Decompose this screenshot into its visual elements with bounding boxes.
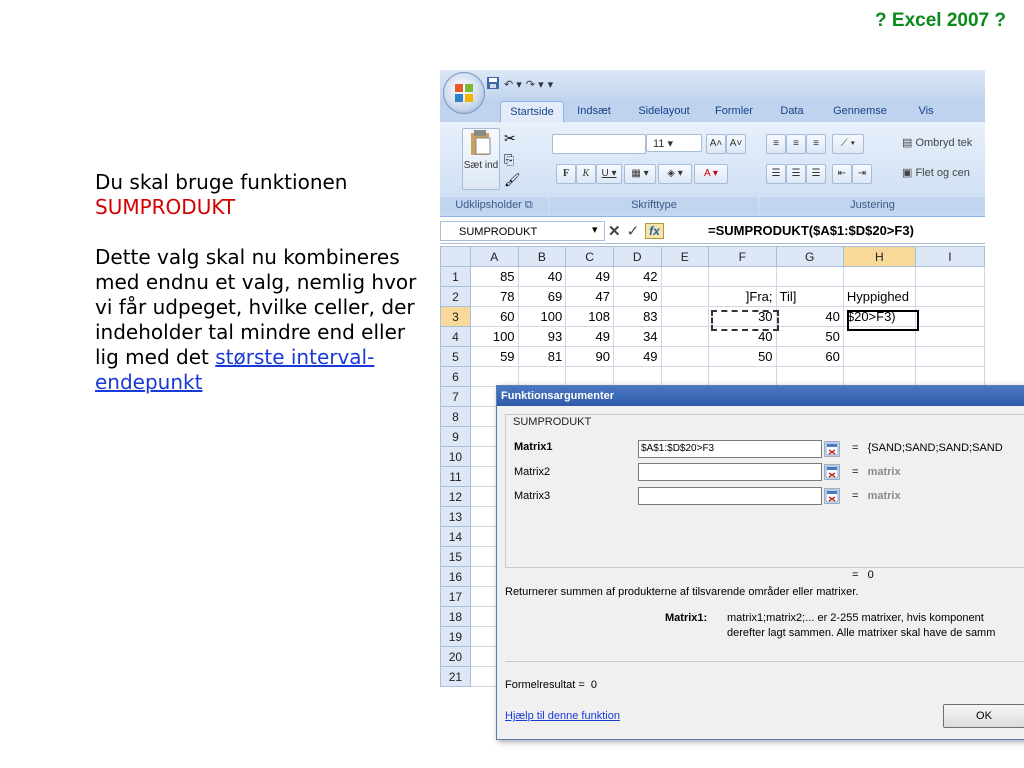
tab-formler[interactable]: Formler <box>715 105 753 117</box>
align-top-button[interactable]: ≡ <box>766 134 786 154</box>
ribbon <box>440 122 985 217</box>
row-header[interactable]: 11 <box>441 467 471 487</box>
cell-a3[interactable]: 60 <box>470 307 518 327</box>
cell-d5[interactable]: 49 <box>613 347 661 367</box>
arguments-group-label: SUMPRODUKT <box>513 416 592 428</box>
copy-icon[interactable]: ⎘ <box>504 152 515 167</box>
matrix2-result-value: matrix <box>867 466 901 478</box>
format-painter-icon[interactable]: 🖌 <box>504 172 521 187</box>
table-row <box>441 367 985 387</box>
cell-a5[interactable]: 59 <box>470 347 518 367</box>
matrix2-result: = matrix <box>852 466 901 478</box>
matrix1-collapse-icon[interactable] <box>824 441 840 457</box>
row-header[interactable]: 12 <box>441 487 471 507</box>
arg-help-label: Matrix1: <box>665 612 708 624</box>
cell-e3[interactable] <box>661 307 709 327</box>
office-logo-icon <box>455 84 473 102</box>
matrix1-result: = {SAND;SAND;SAND;SAND <box>852 442 1003 454</box>
cell-f5[interactable]: 50 <box>709 347 776 367</box>
fill-color-button[interactable]: ◈ ▾ <box>658 164 692 184</box>
slide-body <box>95 170 425 420</box>
clipboard-group-text: Udklipsholder <box>455 199 522 211</box>
grow-font-button[interactable]: A˄ <box>706 134 726 154</box>
column-header-d[interactable]: D <box>613 247 661 267</box>
italic-button[interactable]: K <box>576 164 596 184</box>
cell-b6[interactable] <box>518 367 566 387</box>
decrease-indent-button[interactable]: ⇤ <box>832 164 852 184</box>
paste-button[interactable] <box>462 128 500 190</box>
row-header[interactable]: 6 <box>441 367 471 387</box>
row-header[interactable]: 14 <box>441 527 471 547</box>
function-description: Returnerer summen af produkterne af tilsvarende områder eller matrixer. <box>505 586 859 598</box>
cell-a4[interactable]: 100 <box>470 327 518 347</box>
cell-a6[interactable] <box>470 367 518 387</box>
row-header[interactable]: 2 <box>441 287 471 307</box>
cell-h2[interactable]: Hyppighed <box>843 287 915 307</box>
align-left-button[interactable]: ☰ <box>766 164 786 184</box>
cell-i2[interactable] <box>915 287 984 307</box>
enter-icon[interactable]: ✓ <box>626 223 640 240</box>
cut-icon[interactable]: ✂ <box>504 130 516 146</box>
row-header[interactable]: 13 <box>441 507 471 527</box>
cell-g5[interactable]: 60 <box>776 347 843 367</box>
matrix3-result-value: matrix <box>867 490 901 502</box>
shrink-font-button[interactable]: A˅ <box>726 134 746 154</box>
paragraph-2-text: Dette valg skal nu kombineres med endnu et valg, nemlig hvor vi får udpeget, hvilke celler, der indeholder tal mindre end eller lig med det <box>95 245 417 369</box>
cell-d1[interactable]: 42 <box>613 267 661 287</box>
cell-g4[interactable]: 50 <box>776 327 843 347</box>
interval-endpoint-link[interactable]: største interval-endepunkt <box>95 345 375 394</box>
cell-h5[interactable] <box>843 347 915 367</box>
column-header-e[interactable]: E <box>661 247 709 267</box>
cell-f2[interactable]: ]Fra; <box>709 287 776 307</box>
cancel-icon[interactable]: ✕ <box>608 223 621 240</box>
row-header[interactable]: 17 <box>441 587 471 607</box>
row-header[interactable]: 15 <box>441 547 471 567</box>
tab-data[interactable]: Data <box>780 105 804 117</box>
matrix2-collapse-icon[interactable] <box>824 464 840 480</box>
cell-h1[interactable] <box>843 267 915 287</box>
table-row <box>441 287 985 307</box>
cell-b4[interactable]: 93 <box>518 327 566 347</box>
cell-c2[interactable]: 47 <box>566 287 614 307</box>
row-header[interactable]: 1 <box>441 267 471 287</box>
slide-title: ? Excel 2007 ? <box>875 10 1006 31</box>
arg-help-line-2: derefter lagt sammen. Alle matrixer skal have de samm <box>727 627 996 639</box>
save-icon[interactable] <box>486 76 500 93</box>
cell-i4[interactable] <box>915 327 984 347</box>
orientation-button[interactable]: ⟋ ▾ <box>832 134 864 154</box>
font-group-text: Skrifttype <box>631 199 677 211</box>
ok-button[interactable]: OK <box>943 704 1024 728</box>
help-link[interactable]: Hjælp til denne funktion <box>505 710 620 722</box>
cell-g3[interactable]: 40 <box>776 307 843 327</box>
tab-sidelayout[interactable]: Sidelayout <box>638 105 690 117</box>
dialog-separator <box>505 661 1024 662</box>
name-box-dropdown-icon[interactable]: ▾ <box>592 224 598 236</box>
cell-g1[interactable] <box>776 267 843 287</box>
arg-help-line-1: matrix1;matrix2;... er 2-255 matrixer, hvis komponent <box>727 612 984 624</box>
row-header[interactable]: 8 <box>441 407 471 427</box>
formula-input[interactable]: =SUMPRODUKT($A$1:$D$20>F3) <box>708 223 914 238</box>
function-name-highlight: SUMPRODUKT <box>95 195 236 219</box>
column-header-h[interactable]: H <box>843 247 915 267</box>
cell-i3[interactable] <box>915 307 984 327</box>
paste-label: Sæt ind <box>463 160 499 171</box>
row-header[interactable]: 18 <box>441 607 471 627</box>
align-middle-button[interactable]: ≡ <box>786 134 806 154</box>
column-header-b[interactable]: B <box>518 247 566 267</box>
matrix3-input[interactable] <box>638 487 822 505</box>
align-center-button[interactable]: ☰ <box>786 164 806 184</box>
row-header[interactable]: 20 <box>441 647 471 667</box>
function-total: = 0 <box>852 569 874 581</box>
cell-i6[interactable] <box>915 367 984 387</box>
column-header-i[interactable]: I <box>915 247 984 267</box>
cell-h3[interactable]: $20>F3) <box>843 307 915 327</box>
row-header[interactable]: 9 <box>441 427 471 447</box>
dialog-title: Funktionsargumenter <box>497 386 1024 406</box>
cell-b1[interactable]: 40 <box>518 267 566 287</box>
cell-g6[interactable] <box>776 367 843 387</box>
tab-vis[interactable]: Vis <box>918 105 934 117</box>
insert-function-icon[interactable]: fx <box>645 223 664 239</box>
matrix2-input[interactable] <box>638 463 822 481</box>
paragraph-1 <box>95 170 425 220</box>
column-header-f[interactable]: F <box>709 247 776 267</box>
cell-b3[interactable]: 100 <box>518 307 566 327</box>
cell-c5[interactable]: 90 <box>566 347 614 367</box>
alignment-group-text: Justering <box>850 199 895 211</box>
merge-center-button[interactable]: ▣ Flet og cen <box>902 167 970 179</box>
row-header[interactable]: 4 <box>441 327 471 347</box>
active-cell-h3 <box>847 310 919 331</box>
cell-b5[interactable]: 81 <box>518 347 566 367</box>
font-size-value: 11 <box>653 138 665 150</box>
table-row <box>441 267 985 287</box>
row-header[interactable]: 7 <box>441 387 471 407</box>
cell-e6[interactable] <box>661 367 709 387</box>
cell-d2[interactable]: 90 <box>613 287 661 307</box>
cell-d3[interactable]: 83 <box>613 307 661 327</box>
cell-e1[interactable] <box>661 267 709 287</box>
quick-access-toolbar <box>486 75 553 93</box>
paragraph-2 <box>95 245 425 395</box>
cell-i5[interactable] <box>915 347 984 367</box>
office-button[interactable] <box>443 72 485 114</box>
wrap-text-button[interactable]: ▤ Ombryd tek <box>902 137 973 149</box>
arg-label-matrix3: Matrix3 <box>514 490 551 502</box>
cell-c3[interactable]: 108 <box>566 307 614 327</box>
cell-c1[interactable]: 49 <box>566 267 614 287</box>
underline-button[interactable]: U ▾ <box>596 164 622 184</box>
cell-e2[interactable] <box>661 287 709 307</box>
column-header-c[interactable]: C <box>566 247 614 267</box>
cell-b2[interactable]: 69 <box>518 287 566 307</box>
cell-e4[interactable] <box>661 327 709 347</box>
matrix3-result: = matrix <box>852 490 901 502</box>
formula-bar <box>440 219 985 244</box>
arg-label-matrix1: Matrix1 <box>514 441 553 453</box>
row-header[interactable]: 3 <box>441 307 471 327</box>
cell-f6[interactable] <box>709 367 776 387</box>
formula-result-label: Formelresultat = <box>505 679 585 691</box>
font-name-box[interactable] <box>552 134 646 154</box>
group-label-font <box>550 197 758 214</box>
cell-e5[interactable] <box>661 347 709 367</box>
column-header-g[interactable]: G <box>776 247 843 267</box>
merge-center-label: Flet og cen <box>915 167 970 179</box>
wrap-text-label: Ombryd tek <box>915 137 973 149</box>
row-header[interactable]: 16 <box>441 567 471 587</box>
increase-indent-button[interactable]: ⇥ <box>852 164 872 184</box>
name-box[interactable]: SUMPRODUKT <box>440 221 605 241</box>
paragraph-1-text: Du skal bruge funktionen <box>95 170 348 194</box>
formula-buttons <box>608 221 698 241</box>
matrix1-input[interactable]: $A$1:$D$20>F3 <box>638 440 822 458</box>
row-header[interactable]: 5 <box>441 347 471 367</box>
cell-f1[interactable] <box>709 267 776 287</box>
group-label-alignment <box>760 197 985 214</box>
cell-d6[interactable] <box>613 367 661 387</box>
cell-f4[interactable]: 40 <box>709 327 776 347</box>
matrix1-result-value: {SAND;SAND;SAND;SAND <box>867 442 1003 454</box>
formula-result-value: 0 <box>590 679 598 691</box>
cell-c4[interactable]: 49 <box>566 327 614 347</box>
font-color-button[interactable]: A ▾ <box>694 164 728 184</box>
cell-a1[interactable]: 85 <box>470 267 518 287</box>
arg-label-matrix2: Matrix2 <box>514 466 551 478</box>
cell-c6[interactable] <box>566 367 614 387</box>
formula-result <box>505 679 597 691</box>
cell-f3[interactable]: 30 <box>709 307 776 327</box>
customize-toolbar-icon[interactable]: ▾ <box>547 78 554 91</box>
ribbon-tabs <box>440 98 985 122</box>
group-label-clipboard: Udklipsholder ⧉ <box>440 197 548 214</box>
function-total-value: 0 <box>867 569 874 581</box>
font-size-box[interactable]: 11 ▾ <box>646 134 702 152</box>
align-bottom-button[interactable]: ≡ <box>806 134 826 154</box>
matrix3-collapse-icon[interactable] <box>824 488 840 504</box>
cell-d4[interactable]: 34 <box>613 327 661 347</box>
cell-g2[interactable]: Til] <box>776 287 843 307</box>
cell-i1[interactable] <box>915 267 984 287</box>
tab-indsaet[interactable]: Indsæt <box>577 105 611 117</box>
row-header[interactable]: 19 <box>441 627 471 647</box>
borders-button[interactable]: ▦ ▾ <box>624 164 656 184</box>
tab-startside[interactable]: Startside <box>500 101 564 123</box>
row-header[interactable]: 21 <box>441 667 471 687</box>
column-header-a[interactable]: A <box>470 247 518 267</box>
align-right-button[interactable]: ☰ <box>806 164 826 184</box>
redo-icon[interactable]: ↷ ▾ <box>525 78 544 91</box>
row-header[interactable]: 10 <box>441 447 471 467</box>
function-arguments-dialog <box>496 385 1024 740</box>
bold-button[interactable]: F <box>556 164 576 184</box>
undo-icon[interactable]: ↶ ▾ <box>504 78 522 91</box>
cell-a2[interactable]: 78 <box>470 287 518 307</box>
cell-h6[interactable] <box>843 367 915 387</box>
tab-gennemse[interactable]: Gennemse <box>833 105 887 117</box>
paste-icon <box>468 129 494 157</box>
copy-marquee-f3 <box>711 310 779 331</box>
table-row <box>441 347 985 367</box>
select-all-corner[interactable] <box>441 247 471 267</box>
